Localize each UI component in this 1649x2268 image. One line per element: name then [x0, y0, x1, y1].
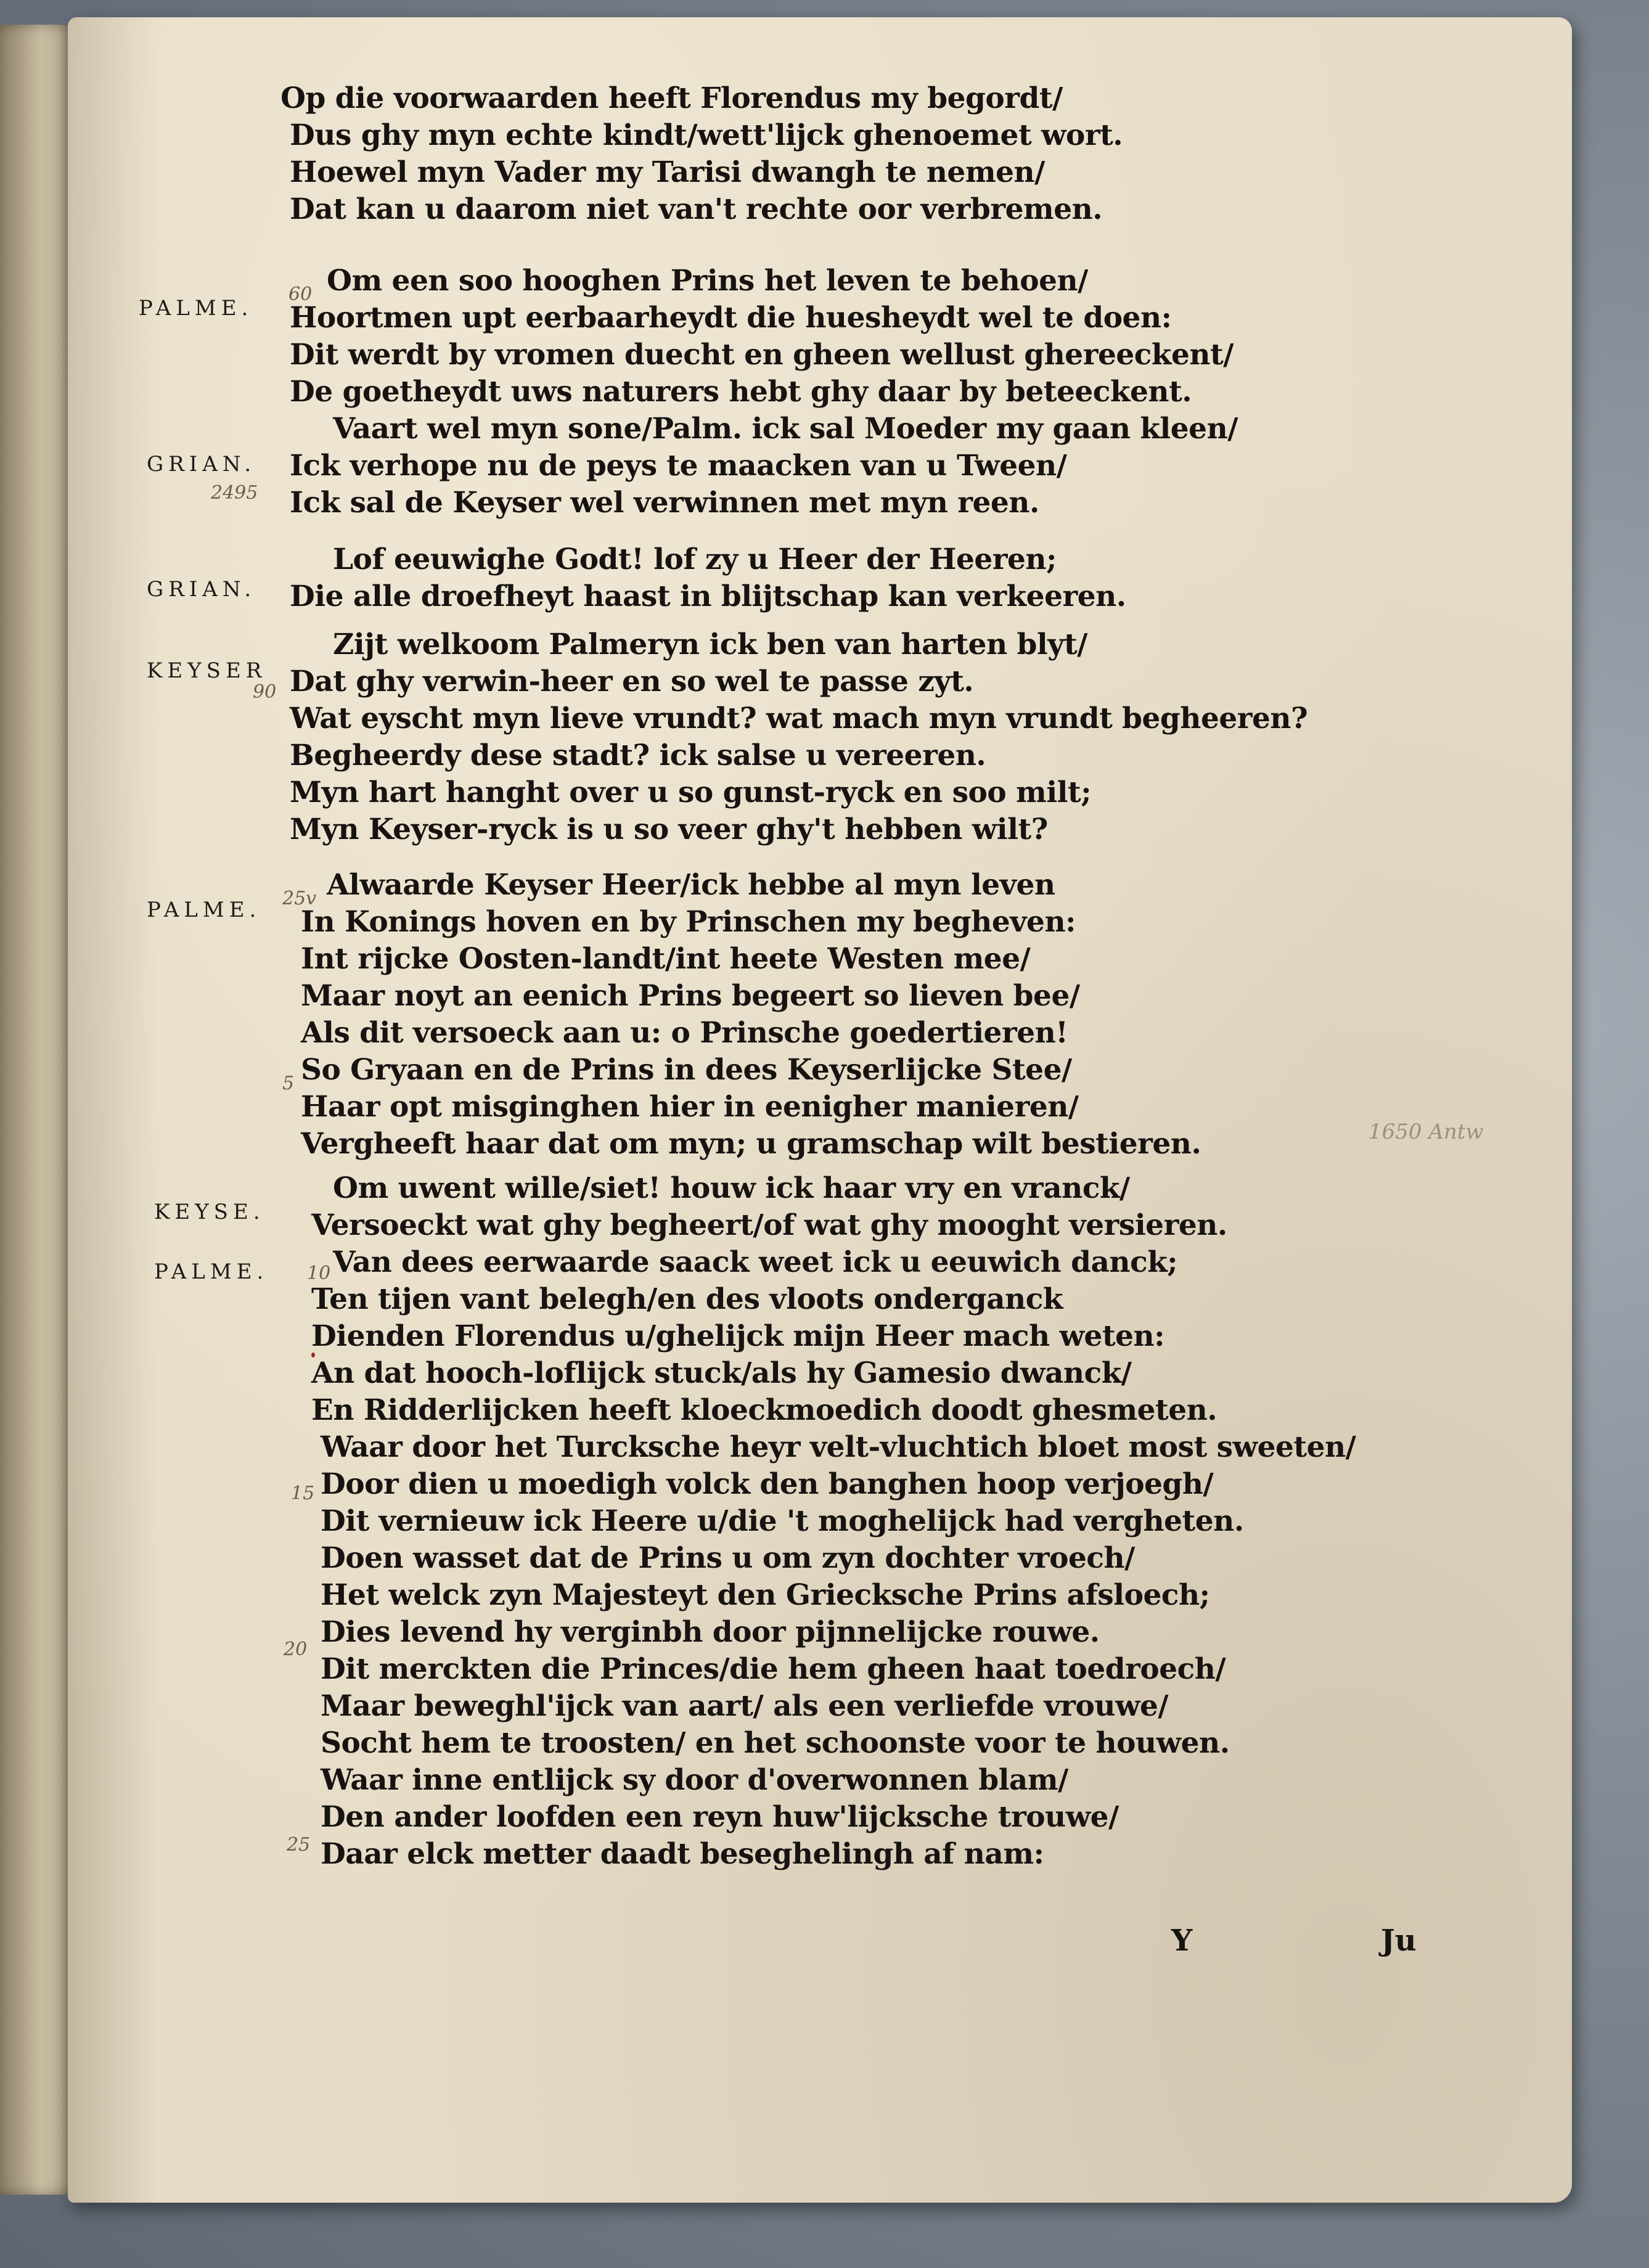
speaker-label: PALME.: [154, 1259, 269, 1284]
verse-line: Ick verhope nu de peys te maacken van u Tween/: [290, 449, 1067, 483]
verse-line: Ten tijen vant belegh/en des vloots onderganck: [311, 1282, 1063, 1316]
verse-line: Die alle droefheyt haast in blijtschap kan verkeeren.: [290, 579, 1126, 613]
verse-line: De goetheydt uws naturers hebt ghy daar by beteeckent.: [290, 375, 1192, 409]
verse-line: Waar inne entlijck sy door d'overwonnen blam/: [321, 1763, 1068, 1797]
verse-line: Myn Keyser-ryck is u so veer ghy't hebben wilt?: [290, 813, 1048, 846]
speaker-label: GRIAN.: [147, 577, 256, 602]
verse-line: Hoewel myn Vader my Tarisi dwangh te nemen/: [290, 155, 1045, 189]
verse-line: Dit merckten die Princes/die hem gheen haat toedroech/: [321, 1652, 1226, 1686]
verse-line: Om uwent wille/siet! houw ick haar vry en vranck/: [333, 1171, 1130, 1205]
verse-line: Dies levend hy verginbh door pijnnelijcke rouwe.: [321, 1615, 1100, 1649]
facing-page-edge: [0, 25, 74, 2195]
verse-line: Het welck zyn Majesteyt den Griecksche Prins afsloech;: [321, 1578, 1210, 1612]
verse-line: Versoeckt wat ghy begheert/of wat ghy mooght versieren.: [311, 1208, 1227, 1242]
verse-line: Zijt welkoom Palmeryn ick ben van harten blyt/: [333, 628, 1087, 661]
book-page: [68, 17, 1572, 2203]
margin-note: 60: [288, 284, 313, 305]
verse-line: Op die voorwaarden heeft Florendus my begordt/: [280, 81, 1063, 115]
verse-line: Vaart wel myn sone/Palm. ick sal Moeder my gaan kleen/: [333, 412, 1238, 446]
margin-note: 10: [307, 1263, 331, 1284]
verse-line: Dat ghy verwin-heer en so wel te passe zyt.: [290, 665, 974, 698]
verse-line: Dienden Florendus u/ghelijck mijn Heer mach weten:: [311, 1319, 1165, 1353]
verse-line: Dit vernieuw ick Heere u/die 't moghelijck had vergheten.: [321, 1504, 1244, 1538]
margin-note: 20: [284, 1639, 308, 1660]
verse-line: Daar elck metter daadt beseghelingh af nam:: [321, 1837, 1044, 1871]
speaker-label: PALME.: [147, 898, 261, 922]
verse-line: En Ridderlijcken heeft kloeckmoedich doodt ghesmeten.: [311, 1393, 1217, 1427]
verse-line: Haar opt misginghen hier in eenigher manieren/: [301, 1090, 1079, 1124]
verse-line: Dit werdt by vromen duecht en gheen wellust ghereeckent/: [290, 338, 1234, 372]
verse-line: Als dit versoeck aan u: o Prinsche goedertieren!: [301, 1016, 1068, 1050]
signature-mark: Y: [1171, 1923, 1193, 1958]
margin-note: 2495: [211, 482, 258, 504]
verse-line: Van dees eerwaarde saack weet ick u eeuwich danck;: [333, 1245, 1178, 1279]
verse-line: Int rijcke Oosten-landt/int heete Westen mee/: [301, 942, 1031, 976]
margin-note: 15: [291, 1483, 315, 1504]
margin-note: 5: [282, 1073, 295, 1094]
verse-line: Door dien u moedigh volck den banghen hoop verjoegh/: [321, 1467, 1214, 1501]
verse-line: Dat kan u daarom niet van't rechte oor verbremen.: [290, 192, 1103, 226]
verse-line: In Konings hoven en by Prinschen my begheven:: [301, 905, 1076, 939]
catchword: Ju: [1381, 1923, 1417, 1958]
verse-line: Alwaarde Keyser Heer/ick hebbe al myn leven: [327, 868, 1055, 902]
verse-line: An dat hooch-loflijck stuck/als hy Gamesio dwanck/: [311, 1356, 1132, 1390]
verse-line: Om een soo hooghen Prins het leven te behoen/: [327, 264, 1088, 298]
verse-line: Den ander loofden een reyn huw'lijcksche trouwe/: [321, 1800, 1119, 1834]
verse-line: Hoortmen upt eerbaarheydt die huesheydt wel te doen:: [290, 301, 1172, 335]
speaker-label: PALME.: [139, 296, 253, 321]
verse-line: Lof eeuwighe Godt! lof zy u Heer der Heeren;: [333, 542, 1057, 576]
verse-line: Begheerdy dese stadt? ick salse u vereeren.: [290, 739, 986, 772]
verse-line: Vergheeft haar dat om myn; u gramschap wilt bestieren.: [301, 1127, 1201, 1161]
verse-line: Wat eyscht myn lieve vrundt? wat mach myn vrundt begheeren?: [290, 702, 1308, 735]
speaker-label: KEYSER: [147, 658, 267, 683]
margin-note: 25: [287, 1834, 311, 1856]
margin-note: 90: [253, 681, 277, 703]
margin-note: 25v: [282, 888, 317, 909]
speaker-label: GRIAN.: [147, 452, 256, 477]
verse-line: Maar beweghl'ijck van aart/ als een verliefde vrouwe/: [321, 1689, 1169, 1723]
verse-line: Myn hart hanght over u so gunst-ryck en soo milt;: [290, 776, 1092, 809]
verse-line: Doen wasset dat de Prins u om zyn dochter vroech/: [321, 1541, 1135, 1575]
verse-line: Maar noyt an eenich Prins begeert so lieven bee/: [301, 979, 1080, 1013]
speaker-label: KEYSE.: [154, 1200, 265, 1224]
verse-line: Ick sal de Keyser wel verwinnen met myn reen.: [290, 486, 1039, 520]
verse-line: So Gryaan en de Prins in dees Keyserlijcke Stee/: [301, 1053, 1072, 1087]
verse-line: Socht hem te troosten/ en het schoonste voor te houwen.: [321, 1726, 1230, 1760]
margin-note: 1650 Antw: [1369, 1120, 1484, 1144]
verse-line: Waar door het Turcksche heyr velt-vluchtich bloet most sweeten/: [321, 1430, 1356, 1464]
verse-line: Dus ghy myn echte kindt/wett'lijck ghenoemet wort.: [290, 118, 1123, 152]
